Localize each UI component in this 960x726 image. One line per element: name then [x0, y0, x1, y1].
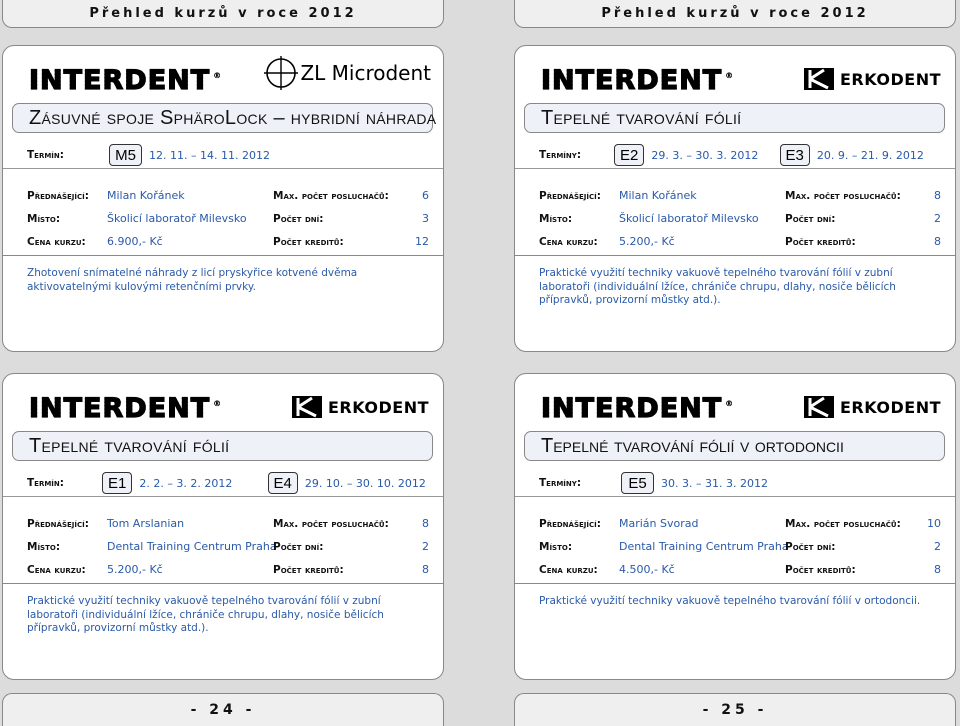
course-info: Přednášející: Marián Svorad Max. počet posluchačů: 10 Místo: Dental Training Centrum Praha Počet dní: 2 Cena kurzu: 4.500,- Kč Počet kreditů: 8 [539, 517, 941, 576]
erkodent-mark-icon [804, 68, 834, 90]
credits: 8 [934, 235, 941, 248]
max-attendees: 6 [422, 189, 429, 202]
lecturer: Tom Arslanian [107, 517, 185, 530]
course-title: Zásuvné spoje SphäroLock – hybridní náhrada [12, 103, 433, 133]
term-row: Termín: E1 2. 2. – 3. 2. 2012 E4 29. 10. – 30. 10. 2012 [27, 472, 433, 494]
course-card-e5 [514, 373, 956, 680]
course-description: Praktické využití techniky vakuově tepelného tvarování fólií v ortodoncii. [539, 595, 921, 607]
max-attendees: 10 [927, 517, 941, 530]
days: 2 [422, 540, 429, 553]
course-title: Tepelné tvarování fólií [12, 431, 433, 461]
credits: 12 [415, 235, 429, 248]
course-date: 2. 2. – 3. 2. 2012 [139, 476, 233, 490]
course-code: E2 [614, 144, 644, 166]
erkodent-logo: ERKODENT [804, 396, 941, 418]
course-description: Praktické využití techniky vakuově tepelného tvarování fólií v zubní laboratoři (individuální lžíce, chrániče chrupu, dlahy, nosiče bělicích přípravků, provizorní můstky atd.). [27, 595, 384, 634]
course-title: Tepelné tvarování fólií [524, 103, 945, 133]
zl-microdent-logo: ZL Microdent [264, 56, 431, 90]
erkodent-logo: ERKODENT [804, 68, 941, 90]
course-card-e2-e3 [514, 45, 956, 352]
place: Dental Training Centrum Praha [107, 540, 277, 553]
course-code: E1 [102, 472, 132, 494]
days: 3 [422, 212, 429, 225]
place: Školicí laboratoř Milevsko [619, 212, 759, 225]
credits: 8 [934, 563, 941, 576]
page-header: Přehled kurzů v roce 2012 [2, 0, 444, 28]
course-code: E3 [780, 144, 810, 166]
course-description: Zhotovení snímatelné náhrady z licí pryskyřice kotvené dvěma aktivovatelnými kulovými retenčními prvky. [27, 267, 358, 293]
days: 2 [934, 540, 941, 553]
course-description: Praktické využití techniky vakuově tepelného tvarování fólií v zubní laboratoři (individuální lžíce, chrániče chrupu, dlahy, nosiče bělicích přípravků, provizorní můstky atd.). [539, 267, 896, 306]
course-date: 12. 11. – 14. 11. 2012 [149, 148, 270, 162]
erkodent-logo: ERKODENT [292, 396, 429, 418]
price: 4.500,- Kč [619, 563, 675, 576]
course-card-e1-e4 [2, 373, 444, 680]
course-date: 29. 3. – 30. 3. 2012 [651, 148, 759, 162]
course-title: Tepelné tvarování fólií v ortodoncii [524, 431, 945, 461]
course-code: E4 [268, 472, 298, 494]
erkodent-mark-icon [292, 396, 322, 418]
course-info: Přednášející: Tom Arslanian Max. počet posluchačů: 8 Místo: Dental Training Centrum Praha Počet dní: 2 Cena kurzu: 5.200,- Kč Počet kreditů: 8 [27, 517, 429, 576]
interdent-logo: INTERDENT ® [29, 65, 223, 96]
course-info: Přednášející: Milan Kořánek Max. počet posluchačů: 6 Místo: Školicí laboratoř Milevsko Počet dní: 3 Cena kurzu: 6.900,- Kč Počet kreditů: 12 [27, 189, 429, 248]
lecturer: Milan Kořánek [619, 189, 697, 202]
term-row: Termín: M5 12. 11. – 14. 11. 2012 [27, 144, 433, 166]
price: 5.200,- Kč [107, 563, 163, 576]
course-info: Přednášející: Milan Kořánek Max. počet posluchačů: 8 Místo: Školicí laboratoř Milevsko Počet dní: 2 Cena kurzu: 5.200,- Kč Počet kreditů: 8 [539, 189, 941, 248]
course-date: 20. 9. – 21. 9. 2012 [816, 148, 924, 162]
place: Školicí laboratoř Milevsko [107, 212, 247, 225]
price: 5.200,- Kč [619, 235, 675, 248]
credits: 8 [422, 563, 429, 576]
page-number: - 25 - [514, 693, 956, 726]
max-attendees: 8 [934, 189, 941, 202]
price: 6.900,- Kč [107, 235, 163, 248]
lecturer: Milan Kořánek [107, 189, 185, 202]
term-row: Termíny: E5 30. 3. – 31. 3. 2012 [539, 472, 945, 494]
page-number: - 24 - [2, 693, 444, 726]
interdent-logo: INTERDENT ® [541, 393, 735, 424]
course-date: 30. 3. – 31. 3. 2012 [661, 476, 768, 490]
course-code: M5 [109, 144, 142, 166]
lecturer: Marián Svorad [619, 517, 699, 530]
erkodent-mark-icon [804, 396, 834, 418]
place: Dental Training Centrum Praha [619, 540, 789, 553]
course-code: E5 [621, 472, 654, 494]
crosshair-icon [264, 56, 298, 90]
interdent-logo: INTERDENT ® [29, 393, 223, 424]
course-card-m5 [2, 45, 444, 352]
course-date: 29. 10. – 30. 10. 2012 [304, 476, 426, 490]
interdent-logo: INTERDENT ® [541, 65, 735, 96]
term-row: Termíny: E2 29. 3. – 30. 3. 2012 E3 20. 9. – 21. 9. 2012 [539, 144, 945, 166]
days: 2 [934, 212, 941, 225]
page-header: Přehled kurzů v roce 2012 [514, 0, 956, 28]
max-attendees: 8 [422, 517, 429, 530]
right-page [480, 0, 960, 726]
